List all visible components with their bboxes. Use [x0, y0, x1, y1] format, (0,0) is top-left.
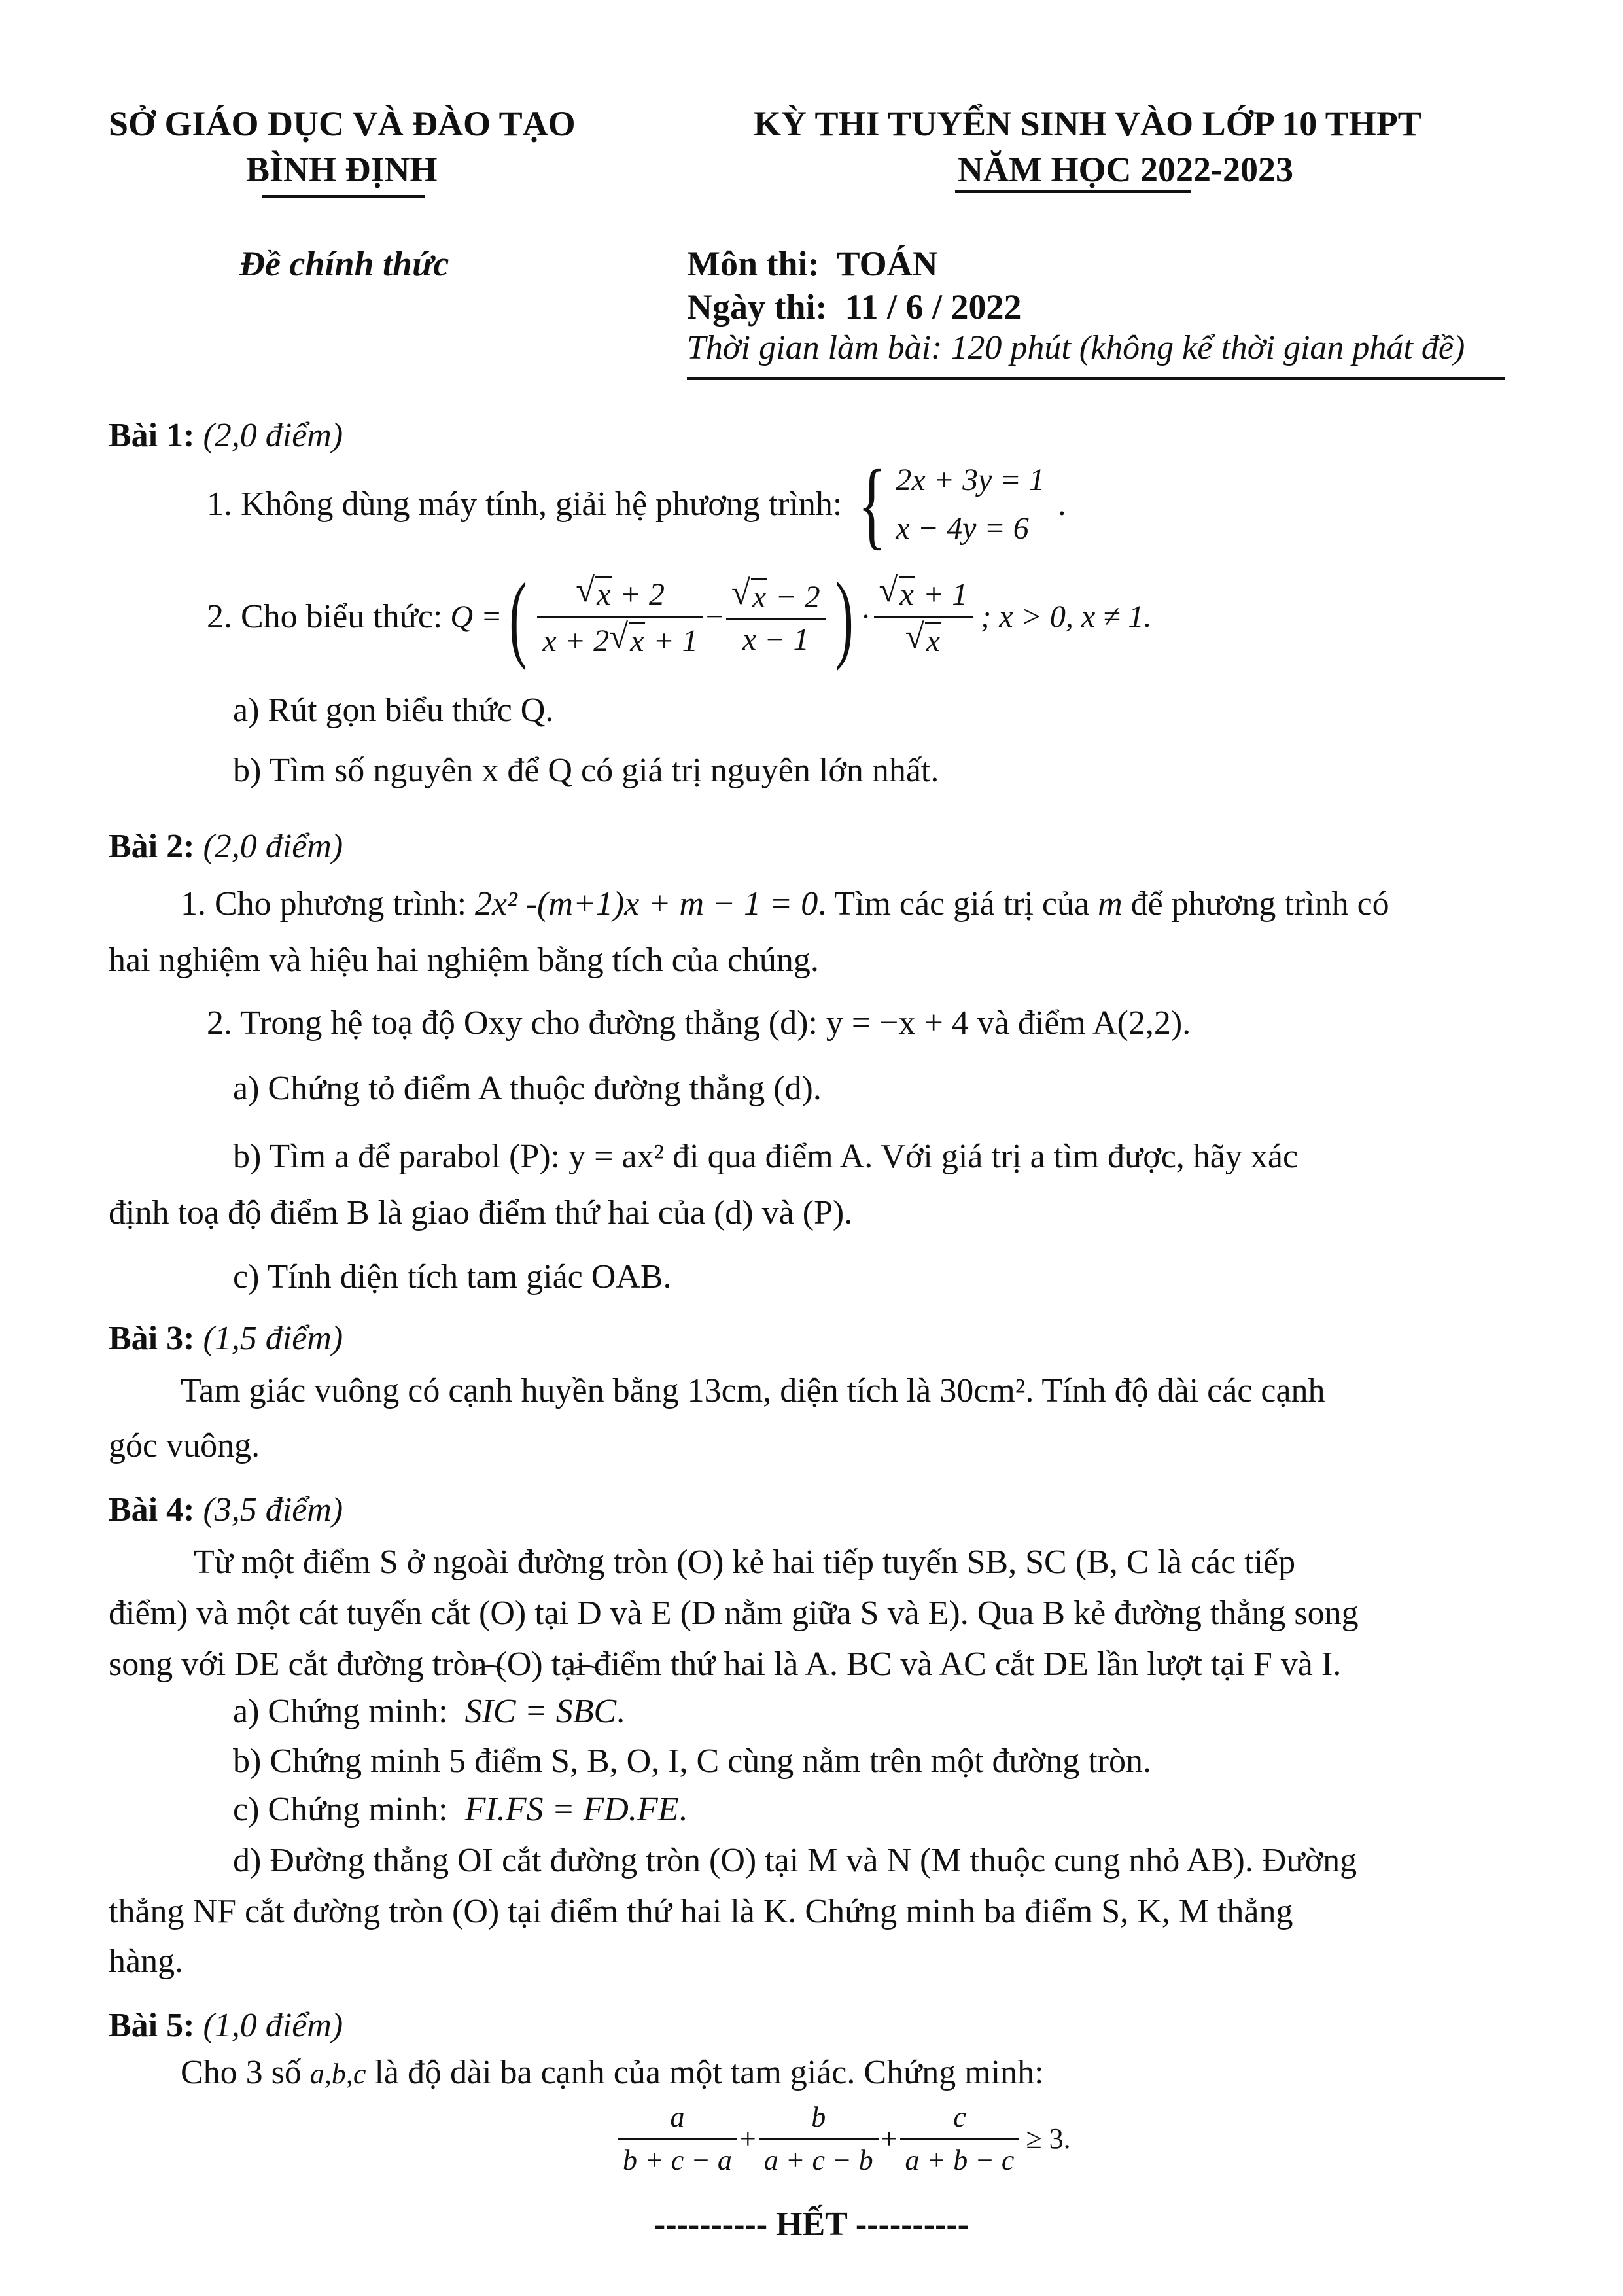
school-year-underline: [955, 190, 1191, 193]
q2-conditions: ; x > 0, x ≠ 1.: [981, 599, 1152, 634]
bai3-line1: Tam giác vuông có cạnh huyền bằng 13cm, diện tích là 30cm². Tính độ dài các cạnh: [181, 1372, 1325, 1409]
bai4-title: Bài 4:: [109, 1491, 195, 1528]
bai4-c: [233, 1793, 687, 1827]
bai5-inequality: [615, 2100, 1071, 2177]
bai2-q1-post: . Tìm các giá trị của: [818, 885, 1090, 923]
fraction-1: √ x + 2 x + 2 √ x + 1: [537, 576, 703, 659]
f1-den-radicand: x: [630, 623, 644, 658]
bai2-points: (2,0 điểm): [203, 828, 343, 865]
bai2-q1-pre: 1. Cho phương trình:: [181, 885, 467, 923]
bai2-q1-line1: [181, 887, 1389, 921]
angle-sbc: ⌒ SBC: [556, 1695, 616, 1729]
end-marker: ---------- HẾT ----------: [654, 2206, 969, 2243]
bai4-points: (3,5 điểm): [203, 1491, 343, 1528]
equation-1: 2x + 3y = 1: [896, 463, 1045, 497]
ineq-f1-den: b + c − a: [623, 2144, 732, 2176]
subject-line: [687, 243, 938, 284]
plus-sign-2: +: [881, 2123, 898, 2155]
province-underline: [262, 195, 425, 198]
ineq-f2-den: a + c − b: [763, 2144, 873, 2176]
f3-num-rest: + 1: [915, 576, 968, 612]
bai5-vars: a,b,c: [309, 2058, 366, 2090]
bai2-q1-m: m: [1098, 885, 1123, 923]
f2-num-rest: − 2: [767, 579, 820, 614]
bai2-q1-post2: để phương trình có: [1130, 885, 1389, 923]
bai4-a: [233, 1695, 625, 1729]
bai1-q1-text: 1. Không dùng máy tính, giải hệ phương trình:: [207, 486, 843, 523]
bai2-heading: [109, 830, 343, 864]
school-year: NĂM HỌC 2022-2023: [958, 150, 1293, 189]
bai1-points: (2,0 điểm): [203, 417, 343, 454]
bai1-q1: [207, 450, 1066, 559]
bai4-a-equals: =: [515, 1693, 556, 1730]
exam-duration: Thời gian làm bài: 120 phút (không kể thời gian phát đề): [687, 329, 1465, 366]
bai4-b: b) Chứng minh 5 điểm S, B, O, I, C cùng nằm trên một đường tròn.: [233, 1742, 1151, 1780]
date-label: Ngày thi:: [687, 287, 828, 327]
ineq-f1-num: a: [670, 2101, 685, 2133]
fraction-2: √ x − 2 x − 1: [726, 578, 826, 656]
bai4-para-line1: Từ một điểm S ở ngoài đường tròn (O) kẻ hai tiếp tuyến SB, SC (B, C là các tiếp: [194, 1544, 1296, 1581]
bai4-d-line3: hàng.: [109, 1943, 184, 1980]
equation-system: [896, 456, 1044, 553]
right-paren: ): [835, 563, 854, 671]
bai5-title: Bài 5:: [109, 2007, 195, 2044]
official-exam-note: Đề chính thức: [239, 244, 449, 283]
bai4-para-line2: điểm) và một cát tuyến cắt (O) tại D và E (D nằm giữa S và E). Qua B kẻ đường thẳng song: [109, 1595, 1359, 1632]
bai3-line2: góc vuông.: [109, 1427, 260, 1464]
bai1-b: b) Tìm số nguyên x để Q có giá trị nguyên lớn nhất.: [233, 752, 939, 789]
bai4-para-line3: song với DE cắt đường tròn (O) tại điểm thứ hai là A. BC và AC cắt DE lần lượt tại F và I.: [109, 1646, 1342, 1683]
q1-period: .: [1057, 486, 1066, 523]
bai4-d-line2: thẳng NF cắt đường tròn (O) tại điểm thứ hai là K. Chứng minh ba điểm S, K, M thẳng: [109, 1893, 1293, 1930]
bai5-post: là độ dài ba cạnh của một tam giác. Chứng minh:: [374, 2054, 1044, 2091]
bai5-points: (1,0 điểm): [203, 2007, 343, 2044]
fraction-3: √ x + 1 √ x: [874, 576, 973, 659]
subject-label: Môn thi:: [687, 244, 820, 283]
bai1-heading: [109, 419, 343, 453]
bai3-points: (1,5 điểm): [203, 1320, 343, 1357]
f1-num-rest: + 2: [612, 576, 665, 612]
bai2-q1-equation: 2x² -(m+1)x + m − 1 = 0: [475, 885, 818, 923]
exam-title: KỲ THI TUYỂN SINH VÀO LỚP 10 THPT: [754, 104, 1422, 143]
bai3-title: Bài 3:: [109, 1320, 195, 1357]
f2-num-radicand: x: [752, 579, 767, 614]
plus-sign-1: +: [739, 2123, 756, 2155]
f2-den: x − 1: [742, 622, 809, 658]
bai1-q2-text: 2. Cho biểu thức:: [207, 598, 443, 635]
bai2-q1-line2: hai nghiệm và hiệu hai nghiệm bằng tích của chúng.: [109, 942, 819, 979]
duration-underline: [687, 377, 1505, 380]
bai2-title: Bài 2:: [109, 828, 195, 865]
ineq-f3-den: a + b − c: [905, 2144, 1015, 2176]
bai2-q2: 2. Trong hệ toạ độ Oxy cho đường thẳng (d): y = −x + 4 và điểm A(2,2).: [207, 1004, 1191, 1042]
bai1-q2: [207, 563, 1152, 671]
bai1-a: a) Rút gọn biểu thức Q.: [233, 692, 554, 729]
bai4-d-line1: d) Đường thẳng OI cắt đường tròn (O) tại M và N (M thuộc cung nhỏ AB). Đường: [233, 1842, 1357, 1879]
bai2-a: a) Chứng tỏ điểm A thuộc đường thẳng (d).: [233, 1070, 822, 1107]
bai4-c-end: .: [678, 1791, 688, 1828]
ineq-fraction-2: [759, 2100, 879, 2177]
f3-den-radicand: x: [926, 623, 941, 658]
ineq-fraction-1: [618, 2100, 737, 2177]
bai5-pre: Cho 3 số: [181, 2054, 302, 2091]
subject-value: TOÁN: [836, 244, 938, 283]
date-line: [687, 287, 1022, 327]
bai4-c-equation: FI.FS = FD.FE: [464, 1791, 679, 1828]
dot-operator: ·: [860, 599, 871, 634]
bai1-title: Bài 1:: [109, 417, 195, 454]
bai2-b-line1: b) Tìm a để parabol (P): y = ax² đi qua điểm A. Với giá trị a tìm được, hãy xác: [233, 1138, 1299, 1175]
bai2-b-line2: định toạ độ điểm B là giao điểm thứ hai của (d) và (P).: [109, 1194, 853, 1231]
bai2-c: c) Tính diện tích tam giác OAB.: [233, 1258, 672, 1296]
angle-sic: ⌒ SIC: [465, 1695, 516, 1729]
system-brace: {: [858, 450, 886, 559]
f1-den-rest: + 1: [645, 623, 698, 658]
bai5-statement: [181, 2056, 1044, 2090]
bai5-heading: [109, 2009, 343, 2043]
f1-num-radicand: x: [597, 576, 611, 612]
ineq-f2-num: b: [811, 2101, 826, 2133]
ineq-end: ≥ 3.: [1026, 2123, 1071, 2155]
equation-2: x − 4y = 6: [896, 511, 1029, 546]
bai4-a-pre: a) Chứng minh:: [233, 1693, 448, 1730]
ineq-fraction-3: [900, 2100, 1020, 2177]
f1-den-a: x + 2: [542, 623, 610, 658]
left-paren: (: [509, 563, 528, 671]
department-title: SỞ GIÁO DỤC VÀ ĐÀO TẠO: [109, 104, 576, 143]
bai4-c-pre: c) Chứng minh:: [233, 1791, 448, 1828]
date-value: 11 / 6 / 2022: [845, 287, 1022, 327]
f3-num-radicand: x: [899, 576, 914, 612]
bai3-heading: [109, 1322, 343, 1356]
bai4-heading: [109, 1493, 343, 1527]
province-name: BÌNH ĐỊNH: [246, 150, 438, 189]
minus-sign: −: [705, 599, 724, 634]
bai4-a-end: .: [616, 1693, 625, 1730]
ineq-f3-num: c: [953, 2101, 966, 2133]
q-symbol: Q =: [450, 599, 502, 634]
